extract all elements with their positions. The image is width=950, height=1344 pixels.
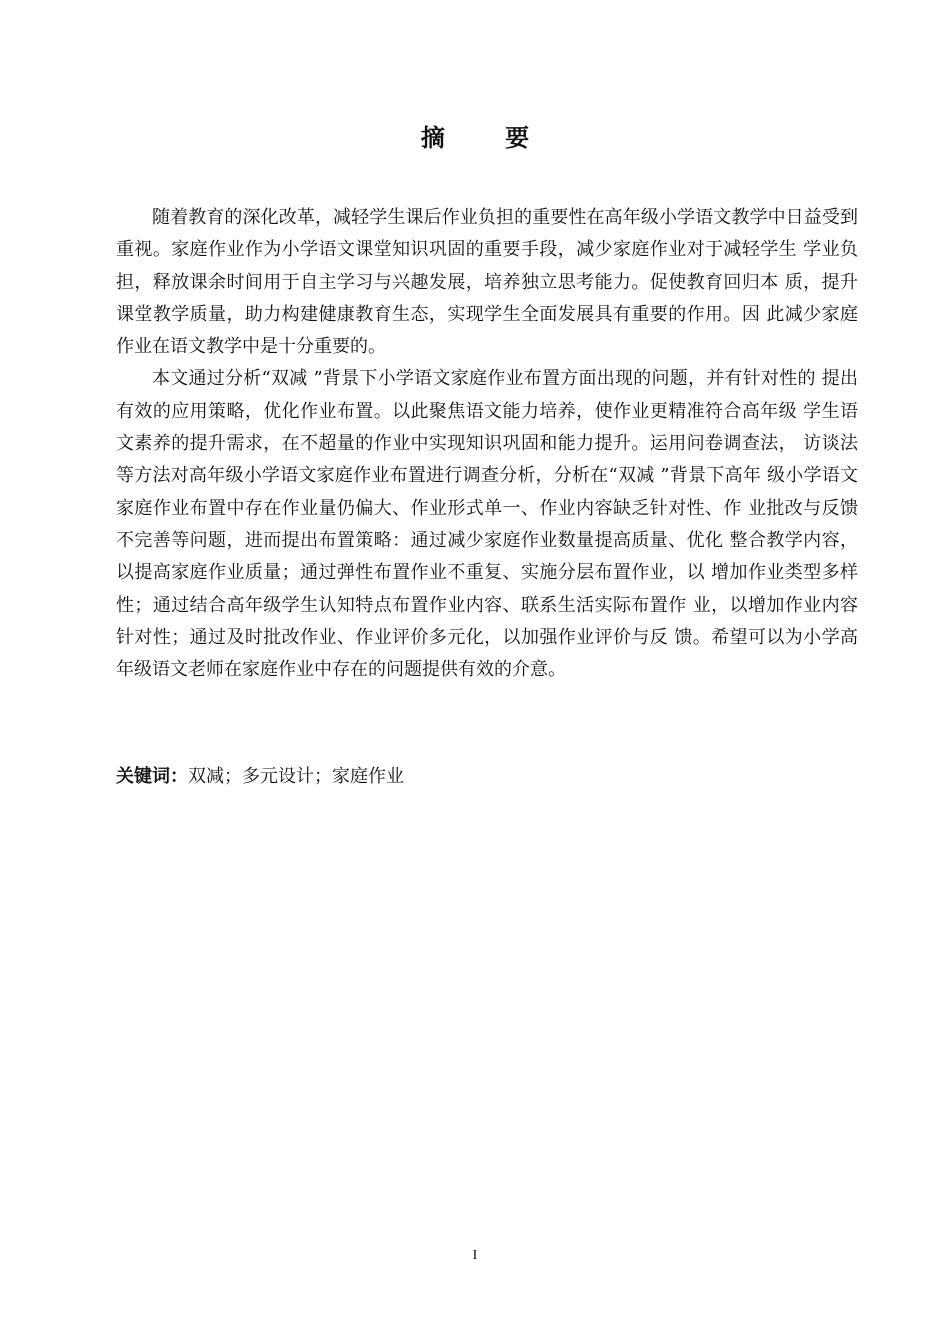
keywords-line: [116, 762, 858, 792]
abstract-paragraph-1: 随着教育的深化改革，减轻学生课后作业负担的重要性在高年级小学语文教学中日益受到重视。家庭作业作为小学语文课堂知识巩固的重要手段，减少家庭作业对于减轻学生 学业负担，释放课余时间用于自主学习与兴趣发展，培养独立思考能力。促使教育回归本 质，提升课堂教学质量，助力构建健康教育生态，实现学生全面发展具有重要的作用。因 此减少家庭作业在语文教学中是十分重要的。: [116, 207, 858, 358]
keywords-text: 双减；多元设计；家庭作业: [188, 766, 404, 787]
page-title: 摘 要: [420, 124, 556, 152]
abstract-body: [116, 202, 858, 686]
keywords-label: 关键词：: [116, 766, 188, 787]
abstract-paragraph-2: 本文通过分析“双减 ”背景下小学语文家庭作业布置方面出现的问题，并有针对性的 提出有效的应用策略，优化作业布置。以此聚焦语文能力培养，使作业更精准符合高年级 学生语文素养的提升需求，在不超量的作业中实现知识巩固和能力提升。运用问卷调查法， 访谈法等方法对高年级小学语文家庭作业布置进行调查分析，分析在“双减 ”背景下高年 级小学语文家庭作业布置中存在作业量仍偏大、作业形式单一、作业内容缺乏针对性、作 业批改与反馈不完善等问题，进而提出布置策略：通过减少家庭作业数量提高质量、优化 整合教学内容，以提高家庭作业质量；通过弹性布置作业不重复、实施分层布置作业，以 增加作业类型多样性；通过结合高年级学生认知特点布置作业内容、联系生活实际布置作 业，以增加作业内容针对性；通过及时批改作业、作业评价多元化，以加强作业评价与反 馈。希望可以为小学高年级语文老师在家庭作业中存在的问题提供有效的介意。: [116, 368, 858, 681]
page-number: I: [472, 1248, 478, 1263]
